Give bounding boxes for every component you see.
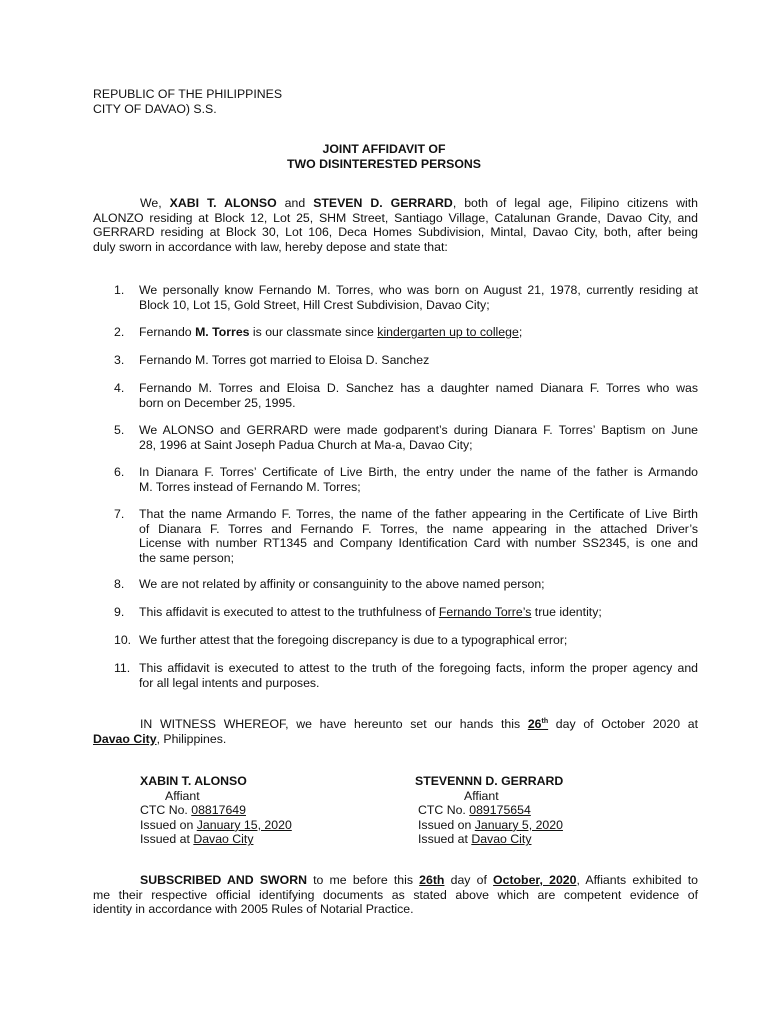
item-7-text [139, 507, 698, 565]
witness-line-2 [93, 732, 698, 747]
issued-on-label: Issued on [418, 817, 475, 832]
affiant-2-issued-at [415, 832, 695, 847]
item-6-number: 6. [114, 465, 125, 479]
item-6-line-1: In Dianara F. Torres’ Certificate of Live Birth, the entry under the name of the father is Armando [139, 465, 698, 479]
ctc-label: CTC No. [140, 803, 192, 818]
intro-line-1 [93, 196, 698, 211]
document-title [0, 142, 768, 171]
item-4-number: 4. [114, 381, 125, 395]
jurat-line-1 [93, 873, 698, 888]
item-8-number: 8. [114, 577, 125, 591]
affiant-1-role: Affiant [165, 788, 200, 803]
item-5-line-1: We ALONSO and GERRARD were made godparent’s during Dianara F. Torres’ Baptism on June [139, 423, 698, 437]
item-1-line-1: We personally know Fernando M. Torres, who was born on August 21, 1978, currently residing at [139, 283, 698, 297]
item-2-part: Fernando [139, 325, 196, 339]
item-3-number: 3. [114, 353, 125, 367]
item-7-line-2: of Dianara F. Torres and Fernando F. Torres, the name appearing in the attached Driver’s [139, 521, 698, 536]
witness-line-1 [93, 717, 698, 732]
item-2-bold-name: M. Torres [195, 325, 250, 339]
ctc-label: CTC No. [418, 803, 470, 818]
affiant-2-ctc [415, 803, 695, 818]
ctc-number: 089175654 [469, 803, 531, 818]
header [93, 87, 282, 116]
item-10-text [139, 633, 698, 648]
witness-city: Davao City [93, 731, 157, 746]
witness-day-suffix: th [541, 717, 549, 725]
issued-at-label: Issued at [418, 832, 472, 847]
intro-line-4: duly sworn in accordance with law, hereby depose and state that: [93, 239, 448, 254]
intro-paragraph [93, 196, 698, 254]
affiant-name-1: XABI T. ALONSO [169, 196, 277, 210]
item-2-part: ; [518, 325, 523, 339]
jurat-month: October, 2020 [493, 873, 577, 887]
affiant-1-issued-at [140, 832, 400, 847]
item-2-text [139, 325, 698, 340]
item-6-text [139, 465, 698, 494]
witness-text: , Philippines. [156, 731, 227, 746]
jurat-paragraph [93, 873, 698, 917]
item-9-part: This affidavit is executed to attest to the truthfulness of [139, 605, 439, 619]
item-2-number: 2. [114, 325, 125, 339]
intro-and: and [284, 196, 306, 210]
jurat-text: to me before this [306, 873, 420, 887]
affiant-1-name: XABIN T. ALONSO [140, 774, 247, 788]
item-7-number: 7. [114, 507, 125, 521]
witness-day-number: 26 [527, 717, 542, 731]
item-1-text [139, 283, 698, 312]
item-7-line-1: That the name Armando F. Torres, the name of the father appearing in the Certificate of Live Birth [139, 507, 698, 521]
item-4-line-2: born on December 25, 1995. [139, 395, 296, 410]
item-3-line-1: Fernando M. Torres got married to Eloisa D. Sanchez [139, 353, 430, 367]
item-8-line-1: We are not related by affinity or consanguinity to the above named person; [139, 577, 545, 591]
item-6-line-2: M. Torres instead of Fernando M. Torres; [139, 479, 361, 494]
intro-line-3: GERRARD residing at Block 30, Lot 106, Deca Homes Subdivision, Mintal, Davao City, both, after being [93, 225, 698, 240]
title-line-2: TWO DISINTERESTED PERSONS [286, 156, 482, 171]
item-10-number: 10. [114, 633, 132, 647]
witness-day [528, 717, 548, 731]
intro-we: We, [140, 196, 162, 210]
affiant-name-2: STEVEN D. GERRARD [313, 196, 453, 210]
item-1-line-2: Block 10, Lot 15, Gold Street, Hill Crest Subdivision, Davao City; [139, 297, 490, 312]
item-9-underlined-name: Fernando Torre’s [438, 605, 532, 619]
item-9-part: true identity; [531, 605, 602, 619]
affiant-1-block [140, 774, 400, 847]
item-5-line-2: 28, 1996 at Saint Joseph Padua Church at Ma-a, Davao City; [139, 437, 473, 452]
intro-rest: , both of legal age, Filipino citizens with [452, 196, 699, 210]
affiant-1-ctc [140, 803, 400, 818]
item-5-text [139, 423, 698, 452]
item-11-number: 11. [114, 661, 131, 675]
issued-at-place: Davao City [193, 832, 254, 847]
item-3-text [139, 353, 698, 368]
jurat-text: , Affiants exhibited to [576, 873, 698, 887]
jurat-text: day of [444, 873, 494, 887]
issued-at-label: Issued at [140, 832, 194, 847]
affiant-1-issued-on [140, 818, 400, 833]
witness-text: IN WITNESS WHEREOF, we have hereunto set our hands this [140, 717, 528, 731]
item-11-line-2: for all legal intents and purposes. [139, 675, 320, 690]
item-2-part: is our classmate since [249, 325, 378, 339]
jurat-line-3: identity in accordance with 2005 Rules of Notarial Practice. [93, 902, 414, 917]
issued-at-place: Davao City [471, 832, 532, 847]
issued-on-date: January 15, 2020 [196, 817, 292, 832]
affiant-2-role: Affiant [464, 788, 499, 803]
item-5-number: 5. [114, 423, 125, 437]
ctc-number: 08817649 [191, 803, 246, 818]
jurat-day: 26th [419, 873, 445, 887]
title-line-1: JOINT AFFIDAVIT OF [322, 142, 446, 156]
issued-on-label: Issued on [140, 817, 197, 832]
witness-text: day of October 2020 at [548, 717, 698, 731]
item-1-number: 1. [114, 283, 125, 297]
item-11-text [139, 661, 698, 690]
intro-line-2: ALONZO residing at Block 12, Lot 25, SHM Street, Santiago Village, Catalunan Grande, Davao City, and [93, 210, 698, 225]
item-9-number: 9. [114, 605, 125, 619]
affiant-2-issued-on [415, 818, 695, 833]
item-11-line-1: This affidavit is executed to attest to the truth of the foregoing facts, inform the proper agency and [139, 661, 698, 675]
jurat-line-2: me their respective official identifying documents as stated above which are competent evidence of [93, 887, 698, 902]
item-9-text [139, 605, 698, 620]
item-7-line-4: the same person; [139, 550, 235, 565]
item-10-line-1: We further attest that the foregoing discrepancy is due to a typographical error; [139, 633, 568, 647]
issued-on-date: January 5, 2020 [474, 817, 563, 832]
affiant-2-name: STEVENNN D. GERRARD [415, 774, 564, 788]
jurat-heading: SUBSCRIBED AND SWORN [140, 873, 307, 887]
item-2-underlined: kindergarten up to college [377, 325, 519, 339]
item-8-text [139, 577, 698, 592]
item-7-line-3: License with number RT1345 and Company Identification Card with number SS2345, is one and [139, 536, 698, 551]
witness-paragraph [93, 717, 698, 746]
item-4-line-1: Fernando M. Torres and Eloisa D. Sanchez has a daughter named Dianara F. Torres who was [139, 381, 698, 395]
affiant-2-block [415, 774, 695, 847]
header-republic: REPUBLIC OF THE PHILIPPINES [93, 87, 283, 101]
header-city: CITY OF DAVAO) S.S. [93, 101, 217, 116]
item-4-text [139, 381, 698, 410]
